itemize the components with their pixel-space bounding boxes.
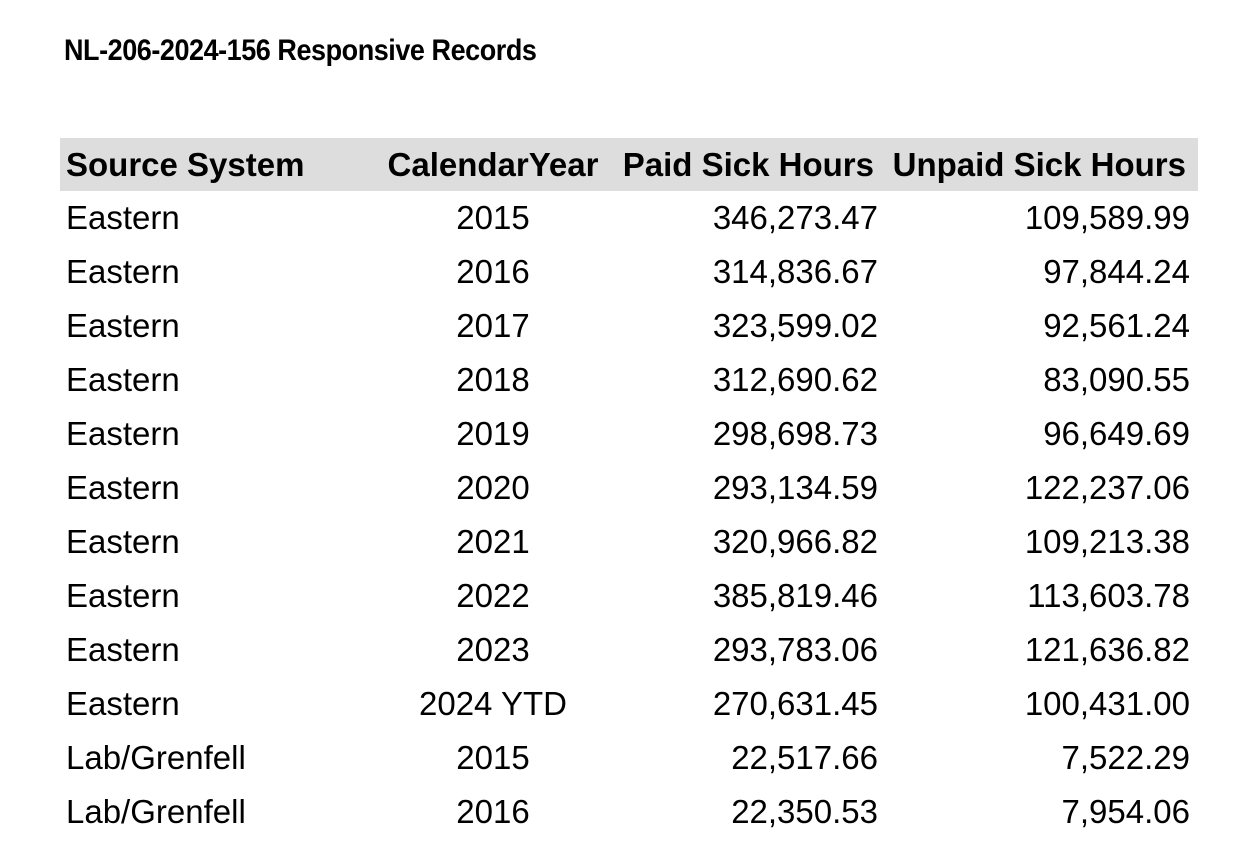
calendar-year-cell: 2017: [456, 307, 530, 344]
calendar-year-cell: 2016: [456, 253, 530, 290]
paid-sick-hours-cell: 312,690.62: [712, 361, 878, 398]
paid-sick-hours-cell: 385,819.46: [712, 577, 878, 614]
unpaid-sick-hours-cell: 109,213.38: [1024, 523, 1190, 560]
table-row: [60, 569, 1198, 623]
calendar-year-cell: 2015: [456, 199, 530, 236]
header-unpaid-sick-hours: Unpaid Sick Hours: [892, 145, 1186, 183]
unpaid-sick-hours-cell: 83,090.55: [1043, 361, 1190, 398]
unpaid-sick-hours-cell: 113,603.78: [1027, 577, 1190, 614]
paid-sick-hours-cell: 22,350.53: [731, 793, 878, 830]
paid-sick-hours-cell: 320,966.82: [712, 523, 878, 560]
calendar-year-cell: 2016: [456, 793, 530, 830]
table-row: [60, 677, 1198, 731]
table-row: [60, 731, 1198, 785]
paid-sick-hours-cell: 298,698.73: [712, 415, 878, 452]
source-system-cell: Eastern: [66, 253, 180, 290]
source-system-cell: Eastern: [66, 415, 180, 452]
source-system-cell: Eastern: [66, 631, 180, 668]
calendar-year-cell: 2021: [456, 523, 530, 560]
table-row: [60, 245, 1198, 299]
source-system-cell: Eastern: [66, 685, 180, 722]
calendar-year-cell: 2015: [456, 739, 530, 776]
table-header-row: [60, 138, 1198, 191]
unpaid-sick-hours-cell: 122,237.06: [1024, 469, 1190, 506]
source-system-cell: Lab/Grenfell: [66, 793, 246, 830]
calendar-year-cell: 2023: [456, 631, 530, 668]
paid-sick-hours-cell: 270,631.45: [712, 685, 878, 722]
table-row: [60, 299, 1198, 353]
page-title: NL-206-2024-156 Responsive Records: [64, 34, 537, 67]
paid-sick-hours-cell: 293,783.06: [712, 631, 878, 668]
paid-sick-hours-cell: 346,273.47: [712, 199, 878, 236]
calendar-year-cell: 2024 YTD: [419, 685, 567, 722]
paid-sick-hours-cell: 314,836.67: [712, 253, 878, 290]
table-row: [60, 353, 1198, 407]
source-system-cell: Eastern: [66, 307, 180, 344]
paid-sick-hours-cell: 293,134.59: [712, 469, 878, 506]
table-row: [60, 461, 1198, 515]
source-system-cell: Eastern: [66, 199, 180, 236]
header-source-system: Source System: [66, 145, 305, 183]
calendar-year-cell: 2019: [456, 415, 530, 452]
table-row: [60, 191, 1198, 245]
source-system-cell: Eastern: [66, 469, 180, 506]
paid-sick-hours-cell: 323,599.02: [712, 307, 878, 344]
unpaid-sick-hours-cell: 96,649.69: [1043, 415, 1190, 452]
calendar-year-cell: 2018: [456, 361, 530, 398]
source-system-cell: Lab/Grenfell: [66, 739, 246, 776]
table-row: [60, 785, 1198, 839]
unpaid-sick-hours-cell: 7,954.06: [1061, 793, 1190, 830]
header-calendar-year: CalendarYear: [387, 145, 599, 183]
unpaid-sick-hours-cell: 92,561.24: [1043, 307, 1190, 344]
paid-sick-hours-cell: 22,517.66: [731, 739, 878, 776]
unpaid-sick-hours-cell: 109,589.99: [1024, 199, 1190, 236]
unpaid-sick-hours-cell: 100,431.00: [1024, 685, 1190, 722]
table-row: [60, 623, 1198, 677]
table-body: [60, 191, 1198, 839]
calendar-year-cell: 2020: [456, 469, 530, 506]
header-paid-sick-hours: Paid Sick Hours: [622, 145, 874, 183]
source-system-cell: Eastern: [66, 577, 180, 614]
records-table: [60, 138, 1198, 839]
source-system-cell: Eastern: [66, 361, 180, 398]
source-system-cell: Eastern: [66, 523, 180, 560]
table-row: [60, 515, 1198, 569]
unpaid-sick-hours-cell: 7,522.29: [1061, 739, 1190, 776]
unpaid-sick-hours-cell: 97,844.24: [1043, 253, 1190, 290]
table-row: [60, 407, 1198, 461]
calendar-year-cell: 2022: [456, 577, 530, 614]
unpaid-sick-hours-cell: 121,636.82: [1024, 631, 1190, 668]
